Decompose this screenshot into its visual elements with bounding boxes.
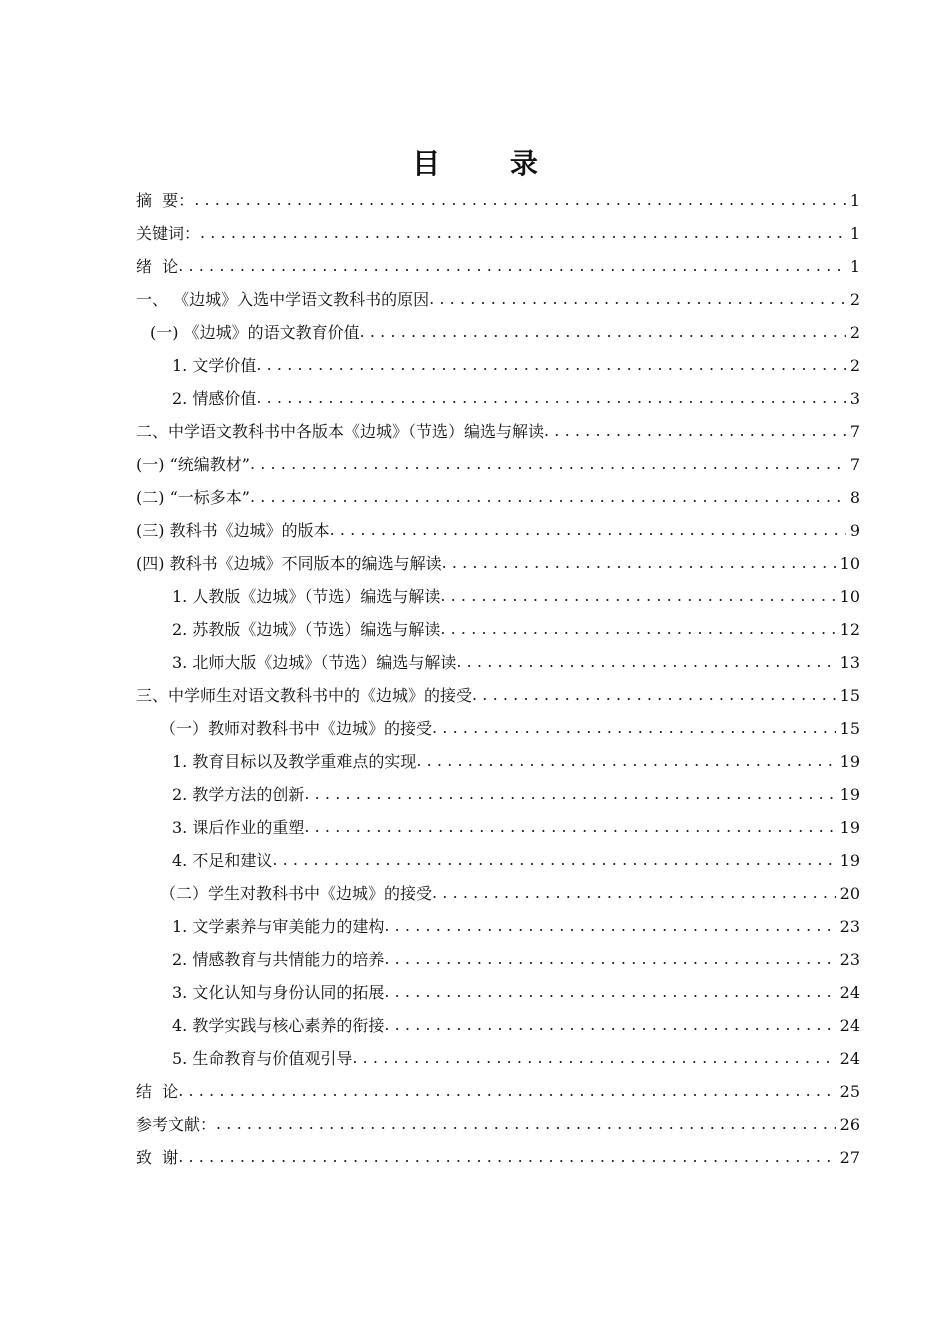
- toc-dot-leader: [456, 645, 835, 678]
- toc-entry[interactable]: [136, 1042, 860, 1075]
- toc-entry[interactable]: [136, 250, 860, 283]
- toc-dot-leader: [442, 546, 836, 579]
- toc-entry[interactable]: [136, 712, 860, 745]
- toc-dot-leader: [384, 942, 835, 975]
- toc-entry-page-number: 15: [839, 719, 860, 738]
- toc-dot-leader: [384, 909, 835, 942]
- toc-entry[interactable]: [136, 811, 860, 844]
- toc-entry-title: 1. 文学价值: [172, 356, 257, 375]
- toc-dot-leader: [256, 381, 845, 414]
- toc-entry[interactable]: [136, 943, 860, 976]
- toc-entry-title: (三) 教科书《边城》的版本: [136, 521, 330, 540]
- toc-entry-title: (二) “一标多本”: [136, 488, 250, 507]
- toc-entry[interactable]: [136, 844, 860, 877]
- toc-entry-page-number: 1: [849, 257, 860, 276]
- toc-entry-title: （二）学生对教科书中《边城》的接受: [160, 884, 433, 903]
- toc-entry-page-number: 19: [839, 752, 860, 771]
- toc-dot-leader: [272, 843, 835, 876]
- toc-dot-leader: [178, 1074, 835, 1107]
- toc-entry[interactable]: [136, 646, 860, 679]
- toc-entry-title: 2. 教学方法的创新: [172, 785, 305, 804]
- toc-entry-page-number: 26: [839, 1115, 860, 1134]
- toc-entry-page-number: 7: [849, 455, 860, 474]
- toc-entry-title: 3. 文化认知与身份认同的拓展: [172, 983, 385, 1002]
- toc-dot-leader: [429, 282, 846, 315]
- toc-entry[interactable]: [136, 481, 860, 514]
- toc-entry-title: 1. 人教版《边城》（节选）编选与解读: [172, 587, 441, 606]
- toc-entry-title: 二、中学语文教科书中各版本《边城》（节选）编选与解读: [136, 422, 545, 441]
- toc-dot-leader: [440, 579, 835, 612]
- toc-entry[interactable]: [136, 415, 860, 448]
- toc-dot-leader: [304, 810, 835, 843]
- toc-entry-title: （一）教师对教科书中《边城》的接受: [160, 719, 433, 738]
- toc-entry[interactable]: [136, 217, 860, 250]
- toc-entry-page-number: 20: [839, 884, 860, 903]
- toc-dot-leader: [216, 1107, 836, 1140]
- toc-dot-leader: [440, 612, 835, 645]
- toc-entry-title: 绪 论: [136, 257, 179, 276]
- toc-entry[interactable]: [136, 349, 860, 382]
- toc-list: [136, 184, 860, 1174]
- toc-entry-title: 3. 北师大版《边城》（节选）编选与解读: [172, 653, 457, 672]
- toc-entry-page-number: 24: [839, 983, 860, 1002]
- toc-entry-page-number: 2: [849, 323, 860, 342]
- toc-entry-title: 摘 要：: [136, 191, 195, 210]
- toc-entry-page-number: 2: [849, 356, 860, 375]
- toc-entry-page-number: 19: [839, 851, 860, 870]
- toc-entry-title: 1. 文学素养与审美能力的建构: [172, 917, 385, 936]
- toc-entry-title: 4. 教学实践与核心素养的衔接: [172, 1016, 385, 1035]
- toc-entry-page-number: 24: [839, 1049, 860, 1068]
- toc-entry-page-number: 3: [849, 389, 860, 408]
- toc-entry-page-number: 15: [839, 686, 860, 705]
- toc-entry-page-number: 8: [849, 488, 860, 507]
- toc-entry-title: 2. 情感教育与共情能力的培养: [172, 950, 385, 969]
- toc-entry-page-number: 1: [849, 224, 860, 243]
- toc-dot-leader: [194, 183, 846, 216]
- toc-dot-leader: [544, 414, 846, 447]
- toc-entry[interactable]: [136, 1108, 860, 1141]
- toc-entry-title: 5. 生命教育与价值观引导: [172, 1049, 353, 1068]
- toc-entry-title: 一、 《边城》入选中学语文教科书的原因: [136, 290, 430, 309]
- toc-entry[interactable]: [136, 613, 860, 646]
- toc-entry-page-number: 10: [839, 554, 860, 573]
- toc-dot-leader: [304, 777, 835, 810]
- toc-entry-page-number: 7: [849, 422, 860, 441]
- toc-entry[interactable]: [136, 1009, 860, 1042]
- toc-dot-leader: [250, 447, 846, 480]
- toc-dot-leader: [432, 876, 836, 909]
- toc-entry-page-number: 19: [839, 818, 860, 837]
- toc-entry-title: 3. 课后作业的重塑: [172, 818, 305, 837]
- toc-entry-title: (四) 教科书《边城》不同版本的编选与解读: [136, 554, 442, 573]
- toc-entry-page-number: 13: [839, 653, 860, 672]
- toc-entry[interactable]: [136, 184, 860, 217]
- toc-entry[interactable]: [136, 910, 860, 943]
- toc-entry[interactable]: [136, 547, 860, 580]
- toc-entry-title: 关键词：: [136, 224, 201, 243]
- toc-dot-leader: [178, 1140, 835, 1173]
- toc-entry[interactable]: [136, 745, 860, 778]
- toc-entry-title: (一) “统编教材”: [136, 455, 250, 474]
- toc-entry-page-number: 25: [839, 1082, 860, 1101]
- toc-dot-leader: [384, 1008, 835, 1041]
- toc-dot-leader: [178, 249, 846, 282]
- toc-dot-leader: [250, 480, 846, 513]
- toc-dot-leader: [360, 315, 846, 348]
- toc-entry[interactable]: [136, 877, 860, 910]
- toc-entry-title: 结 论: [136, 1082, 179, 1101]
- toc-entry[interactable]: [136, 316, 860, 349]
- toc-entry[interactable]: [136, 448, 860, 481]
- toc-dot-leader: [200, 216, 846, 249]
- toc-dot-leader: [384, 975, 835, 1008]
- toc-entry-page-number: 19: [839, 785, 860, 804]
- toc-entry-title: 三、中学师生对语文教科书中的《边城》的接受: [136, 686, 473, 705]
- toc-entry-page-number: 27: [839, 1148, 860, 1167]
- toc-entry[interactable]: [136, 976, 860, 1009]
- toc-dot-leader: [352, 1041, 835, 1074]
- toc-entry[interactable]: [136, 283, 860, 316]
- toc-entry-page-number: 23: [839, 950, 860, 969]
- toc-entry[interactable]: [136, 580, 860, 613]
- toc-entry-title: 2. 情感价值: [172, 389, 257, 408]
- toc-entry-page-number: 9: [849, 521, 860, 540]
- toc-dot-leader: [256, 348, 845, 381]
- toc-entry-page-number: 10: [839, 587, 860, 606]
- toc-entry-page-number: 24: [839, 1016, 860, 1035]
- toc-entry[interactable]: [136, 679, 860, 712]
- toc-entry-title: 参考文献：: [136, 1115, 217, 1134]
- toc-dot-leader: [432, 711, 836, 744]
- toc-entry[interactable]: [136, 1075, 860, 1108]
- toc-entry-page-number: 23: [839, 917, 860, 936]
- toc-dot-leader: [330, 513, 846, 546]
- toc-entry[interactable]: [136, 1141, 860, 1174]
- toc-entry-page-number: 1: [849, 191, 860, 210]
- toc-entry-title: 致 谢: [136, 1148, 179, 1167]
- toc-entry-title: 1. 教育目标以及教学重难点的实现: [172, 752, 417, 771]
- toc-entry-title: 4. 不足和建议: [172, 851, 273, 870]
- toc-title: 目 录: [412, 147, 568, 180]
- toc-entry-page-number: 2: [849, 290, 860, 309]
- toc-entry[interactable]: [136, 382, 860, 415]
- toc-entry[interactable]: [136, 778, 860, 811]
- toc-entry-title: 2. 苏教版《边城》（节选）编选与解读: [172, 620, 441, 639]
- toc-dot-leader: [472, 678, 836, 711]
- toc-entry-title: (一) 《边城》的语文教育价值: [150, 323, 360, 342]
- toc-entry[interactable]: [136, 514, 860, 547]
- toc-entry-page-number: 12: [839, 620, 860, 639]
- toc-dot-leader: [416, 744, 835, 777]
